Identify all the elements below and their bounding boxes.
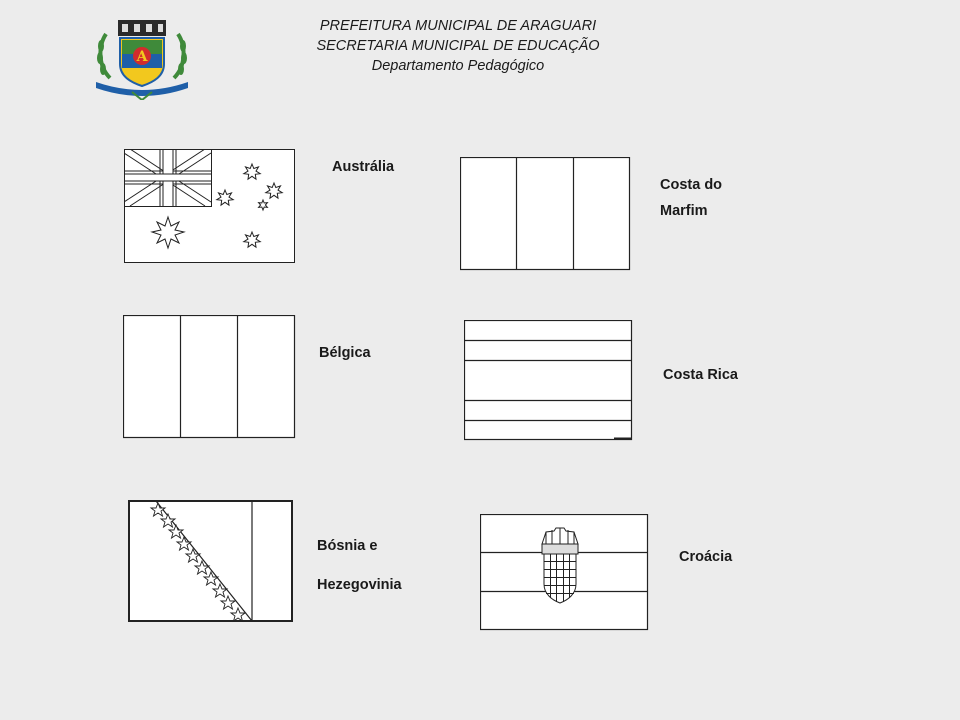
flag-costa-rica — [464, 320, 634, 442]
label-belgica: Bélgica — [319, 345, 371, 361]
header-line-prefeitura: PREFEITURA MUNICIPAL DE ARAGUARI — [319, 18, 597, 34]
label-croacia: Croácia — [679, 549, 733, 565]
flag-costa-do-marfim — [460, 157, 632, 271]
flag-croacia — [480, 514, 650, 632]
label-costa-do-marfim-line1: Costa do — [660, 177, 723, 193]
label-costa-rica: Costa Rica — [663, 367, 738, 383]
header — [258, 16, 658, 76]
araguari-coat-of-arms-icon — [92, 16, 192, 100]
flag-bosnia — [128, 500, 294, 624]
label-australia: Austrália — [332, 159, 395, 175]
flag-belgica — [123, 315, 297, 440]
label-costa-do-marfim-line2: Marfim — [660, 203, 708, 219]
flag-australia — [124, 149, 296, 264]
label-bosnia-line2: Hezegovinia — [317, 577, 402, 593]
header-line-secretaria: SECRETARIA MUNICIPAL DE EDUCAÇÃO — [316, 38, 600, 54]
label-bosnia-line1: Bósnia e — [317, 538, 378, 554]
crest-letter: A — [136, 49, 148, 65]
header-line-departamento: Departamento Pedagógico — [371, 58, 545, 74]
croatia-coat-of-arms-icon — [542, 528, 578, 603]
